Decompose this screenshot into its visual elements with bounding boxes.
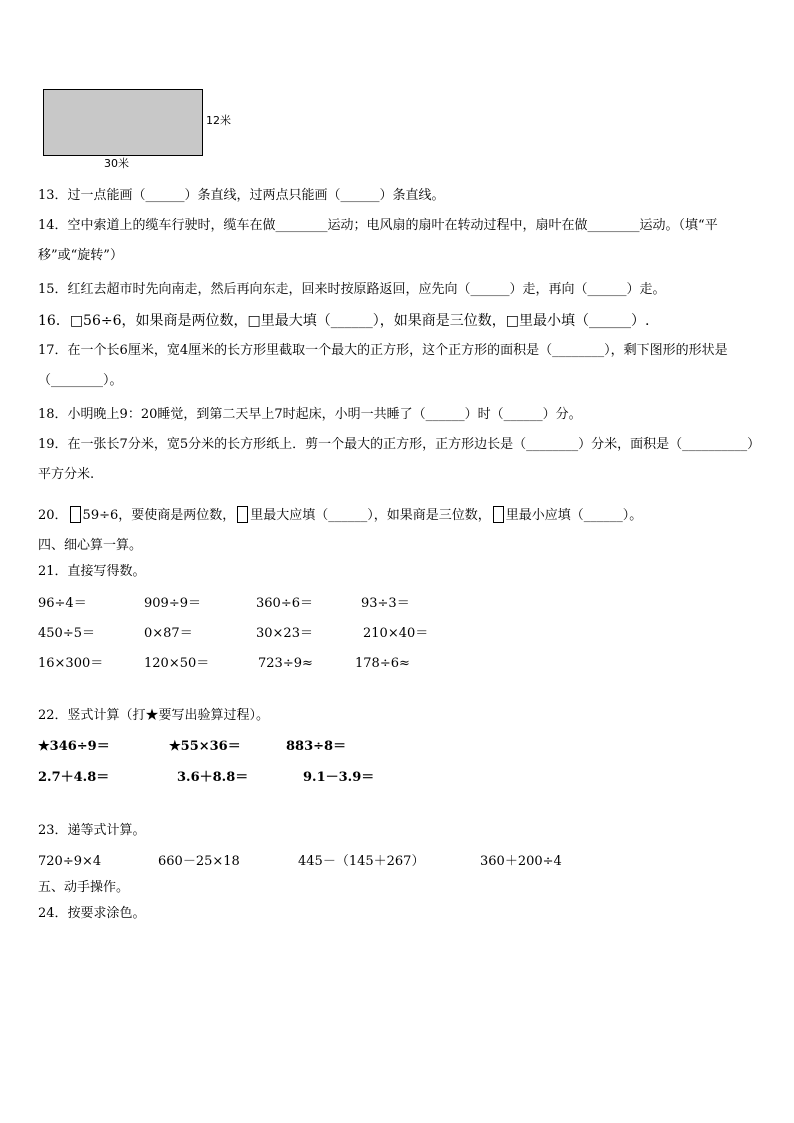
calc-item: 93÷3＝ bbox=[361, 596, 410, 611]
blank-box bbox=[493, 506, 504, 523]
calc-item: 909÷9＝ bbox=[144, 596, 201, 611]
vertical-calc-item: 883÷8＝ bbox=[286, 739, 347, 754]
calc-item: 30×23＝ bbox=[256, 626, 313, 641]
question-19: 19．在一张长7分米，宽5分米的长方形纸上．剪一个最大的正方形，正方形边长是（________）分米，面积是（__________）平方分米. bbox=[38, 437, 754, 482]
section-5-heading: 五、动手操作。 bbox=[38, 880, 130, 895]
calc-item: 450÷5＝ bbox=[38, 626, 95, 641]
stepwise-calc-item: 360＋200÷4 bbox=[480, 854, 562, 869]
stepwise-calc-item: 445－（145＋267） bbox=[298, 854, 425, 869]
calc-item: 120×50＝ bbox=[144, 656, 210, 671]
question-22-title: 22．竖式计算（打★要写出验算过程）。 bbox=[38, 708, 270, 723]
rectangle-width-label: 30米 bbox=[104, 157, 129, 170]
question-16: 16．□56÷6，如果商是两位数，□里最大填（______），如果商是三位数，□里最小填（______）. bbox=[38, 313, 650, 329]
calc-item: 178÷6≈ bbox=[355, 656, 410, 671]
question-20-part2: 里最大应填（______），如果商是三位数， bbox=[250, 508, 491, 523]
vertical-calc-item: ★55×36＝ bbox=[169, 739, 241, 754]
question-24: 24．按要求涂色。 bbox=[38, 906, 146, 921]
question-21-title: 21．直接写得数。 bbox=[38, 564, 146, 579]
question-20-number: 20． bbox=[38, 508, 68, 523]
blank-box bbox=[70, 506, 81, 523]
question-14: 14．空中索道上的缆车行驶时，缆车在做________运动；电风扇的扇叶在转动过程中，扇叶在做________运动。（填“平移”或“旋转”） bbox=[38, 218, 718, 263]
question-23-title: 23．递等式计算。 bbox=[38, 823, 146, 838]
question-18: 18．小明晚上9：20睡觉，到第二天早上7时起床，小明一共睡了（______）时（______）分。 bbox=[38, 407, 582, 422]
vertical-calc-item: 2.7＋4.8＝ bbox=[38, 770, 110, 785]
vertical-calc-item: ★346÷9＝ bbox=[38, 739, 110, 754]
calc-item: 16×300＝ bbox=[38, 656, 104, 671]
question-20-part3: 里最小应填（______）。 bbox=[505, 508, 643, 523]
calc-item: 723÷9≈ bbox=[258, 656, 313, 671]
question-20-part1: 59÷6，要使商是两位数， bbox=[82, 508, 236, 523]
calc-item: 96÷4＝ bbox=[38, 596, 87, 611]
stepwise-calc-item: 660－25×18 bbox=[158, 854, 240, 869]
question-15: 15．红红去超市时先向南走，然后再向东走，回来时按原路返回，应先向（______）走，再向（______）走。 bbox=[38, 282, 666, 297]
blank-box bbox=[237, 506, 248, 523]
calc-item: 0×87＝ bbox=[144, 626, 193, 641]
question-13: 13．过一点能画（______）条直线，过两点只能画（______）条直线。 bbox=[38, 188, 445, 203]
calc-item: 210×40＝ bbox=[363, 626, 429, 641]
calc-item: 360÷6＝ bbox=[256, 596, 313, 611]
rectangle-height-label: 12米 bbox=[206, 114, 231, 127]
vertical-calc-item: 3.6＋8.8＝ bbox=[177, 770, 249, 785]
stepwise-calc-item: 720÷9×4 bbox=[38, 854, 102, 869]
section-4-heading: 四、细心算一算。 bbox=[38, 538, 143, 553]
question-17: 17．在一个长6厘米，宽4厘米的长方形里截取一个最大的正方形，这个正方形的面积是（________），剩下图形的形状是（________）。 bbox=[38, 343, 728, 388]
rectangle-figure bbox=[43, 89, 203, 156]
question-20 bbox=[38, 506, 642, 524]
vertical-calc-item: 9.1－3.9＝ bbox=[303, 770, 375, 785]
